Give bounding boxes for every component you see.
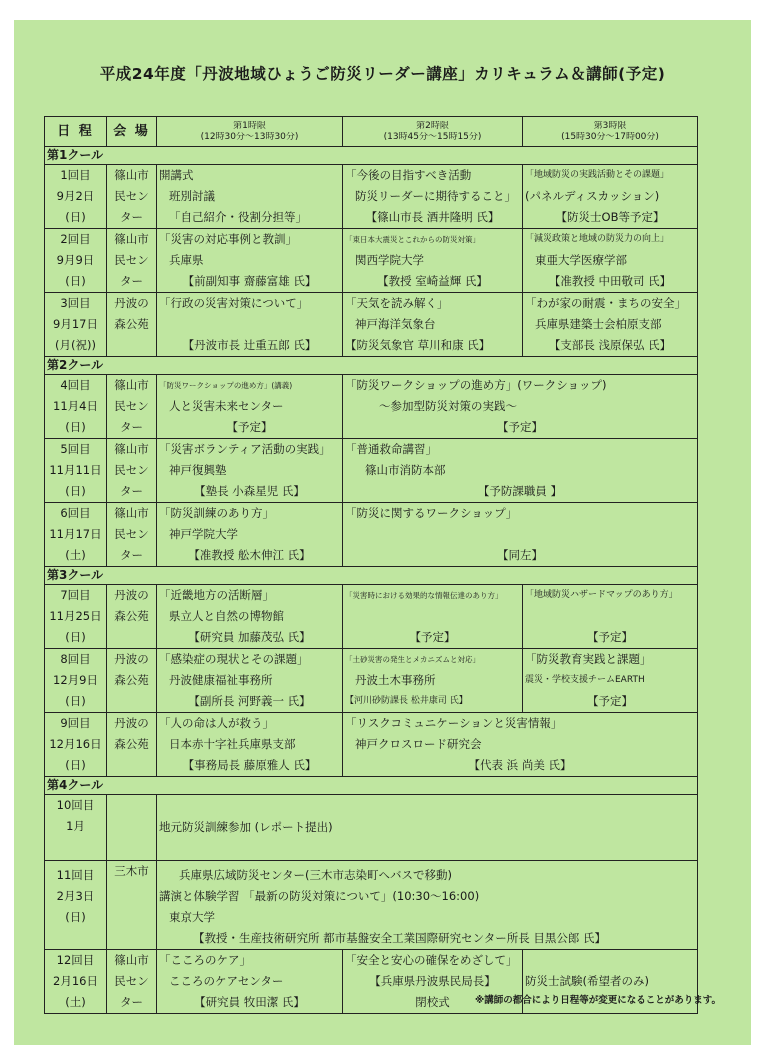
session-row: [45, 861, 698, 950]
session-date: 1回目 9月2日 (日): [45, 165, 107, 229]
session-date: 11回目 2月3日 (日): [45, 861, 107, 950]
session-venue: 篠山市民センター: [107, 439, 157, 503]
period-3-cell: 「減災政策と地域の防災力の向上」 東亜大学医療学部 【准教授 中田敬司 氏】: [523, 229, 698, 293]
period-2-cell: 「災害時における効果的な情報伝達のあり方」 【予定】: [343, 585, 523, 649]
period-3-cell: 「地域防災の実践活動とその課題」 (パネルディスカッション) 【防災士OB等予定】: [523, 165, 698, 229]
session-venue: 篠山市民センター: [107, 950, 157, 1014]
period-2-cell: 「東日本大震災とこれからの防災対策」 関西学院大学 【教授 室崎益輝 氏】: [343, 229, 523, 293]
period-3-cell: 「防災教育実践と課題」 震災・学校支援チームEARTH 【予定】: [523, 649, 698, 713]
session-row: [45, 795, 698, 861]
period-1-cell: 「こころのケア」 こころのケアセンター 【研究員 牧田潔 氏】: [157, 950, 343, 1014]
session-row: [45, 503, 698, 567]
session-venue: 三木市: [107, 861, 157, 950]
session-content: 地元防災訓練参加 (レポート提出): [157, 795, 698, 861]
footnote: ※講師の都合により日程等が変更になることがあります。: [475, 995, 721, 1006]
page-title: 平成24年度「丹波地域ひょうご防災リーダー講座」カリキュラム＆講師(予定): [99, 65, 666, 83]
period-3-cell: 「地域防災ハザードマップのあり方」 【予定】: [523, 585, 698, 649]
cours-label: 第1クール: [45, 147, 698, 165]
period-1-cell: 「行政の災害対策について」 【丹波市長 辻重五郎 氏】: [157, 293, 343, 357]
period-1-cell: 開講式 班別討議 「自己紹介・役割分担等」: [157, 165, 343, 229]
session-row: [45, 713, 698, 777]
cours-label: 第4クール: [45, 777, 698, 795]
session-venue: [107, 795, 157, 861]
session-row: [45, 585, 698, 649]
period-1-cell: 「災害の対応事例と教訓」 兵庫県 【前副知事 齋藤富雄 氏】: [157, 229, 343, 293]
period-1-cell: 「近畿地方の活断層」 県立人と自然の博物館 【研究員 加藤茂弘 氏】: [157, 585, 343, 649]
period-3-cell: 防災士試験(希望者のみ): [523, 950, 698, 1014]
cours-label: 第2クール: [45, 357, 698, 375]
session-row: [45, 375, 698, 439]
session-venue: 篠山市民センター: [107, 503, 157, 567]
period-2-3-cell: 「防災ワークショップの進め方」(ワークショップ) ～参加型防災対策の実践～ 【予定】: [343, 375, 698, 439]
period-2-cell: 「今後の目指すべき活動 防災リーダーに期待すること」 【篠山市長 酒井隆明 氏】: [343, 165, 523, 229]
curriculum-table: [44, 116, 698, 1014]
period-2-cell: 「天気を読み解く」 神戸海洋気象台 【防災気象官 草川和康 氏】: [343, 293, 523, 357]
session-venue: 丹波の森公苑: [107, 649, 157, 713]
header-period-2: 第2時限 (13時45分～15時15分): [343, 117, 523, 147]
session-row: [45, 649, 698, 713]
session-row: [45, 293, 698, 357]
session-venue: 丹波の森公苑: [107, 293, 157, 357]
cours-row: [45, 147, 698, 165]
period-2-cell: 「安全と安心の確保をめざして」 【兵庫県丹波県民局長】 閉校式: [343, 950, 523, 1014]
cours-row: [45, 567, 698, 585]
session-date: 8回目 12月9日 (日): [45, 649, 107, 713]
period-2-3-cell: 「リスクコミュニケーションと災害情報」 神戸クロスロード研究会 【代表 浜 尚美 氏】: [343, 713, 698, 777]
period-1-cell: 「感染症の現状とその課題」 丹波健康福祉事務所 【副所長 河野義一 氏】: [157, 649, 343, 713]
cours-row: [45, 777, 698, 795]
session-row: [45, 439, 698, 503]
session-venue: 篠山市民センター: [107, 165, 157, 229]
session-date: 3回目 9月17日 (月(祝)): [45, 293, 107, 357]
cours-row: [45, 357, 698, 375]
period-1-cell: 「災害ボランティア活動の実践」 神戸復興塾 【塾長 小森星児 氏】: [157, 439, 343, 503]
period-1-cell: 「防災ワークショップの進め方」(講義) 人と災害未来センター 【予定】: [157, 375, 343, 439]
session-venue: 篠山市民センター: [107, 375, 157, 439]
period-2-cell: 「土砂災害の発生とメカニズムと対応」 丹波土木事務所 【河川砂防課長 松井康司 氏】: [343, 649, 523, 713]
session-date: 6回目 11月17日 (土): [45, 503, 107, 567]
session-date: 7回目 11月25日 (日): [45, 585, 107, 649]
period-2-3-cell: 「防災に関するワークショップ」 【同左】: [343, 503, 698, 567]
session-venue: 丹波の森公苑: [107, 585, 157, 649]
session-date: 9回目 12月16日 (日): [45, 713, 107, 777]
session-row: [45, 229, 698, 293]
period-2-3-cell: 「普通救命講習」 篠山市消防本部 【予防課職員 】: [343, 439, 698, 503]
session-venue: 丹波の森公苑: [107, 713, 157, 777]
period-3-cell: 「わが家の耐震・まちの安全」 兵庫県建築士会柏原支部 【支部長 浅原保弘 氏】: [523, 293, 698, 357]
period-1-cell: 「防災訓練のあり方」 神戸学院大学 【准教授 舩木伸江 氏】: [157, 503, 343, 567]
cours-label: 第3クール: [45, 567, 698, 585]
session-venue: 篠山市民センター: [107, 229, 157, 293]
session-row: [45, 165, 698, 229]
header-venue: 会 場: [107, 117, 157, 147]
session-date: 2回目 9月9日 (日): [45, 229, 107, 293]
session-content: 兵庫県広域防災センター(三木市志染町へバスで移動) 講演と体験学習 「最新の防災対策について」(10:30～16:00) 東京大学 【教授・生産技術研究所 都市基盤安全工業国際研究センター所長 目黒公郎 氏】: [157, 861, 698, 950]
header-row: [45, 117, 698, 147]
session-date: 10回目 1月: [45, 795, 107, 861]
session-date: 12回目 2月16日 (土): [45, 950, 107, 1014]
period-1-cell: 「人の命は人が救う」 日本赤十字社兵庫県支部 【事務局長 藤原雅人 氏】: [157, 713, 343, 777]
session-date: 4回目 11月4日 (日): [45, 375, 107, 439]
header-schedule: 日 程: [45, 117, 107, 147]
session-date: 5回目 11月11日 (日): [45, 439, 107, 503]
header-period-1: 第1時限 (12時30分～13時30分): [157, 117, 343, 147]
header-period-3: 第3時限 (15時30分～17時00分): [523, 117, 698, 147]
